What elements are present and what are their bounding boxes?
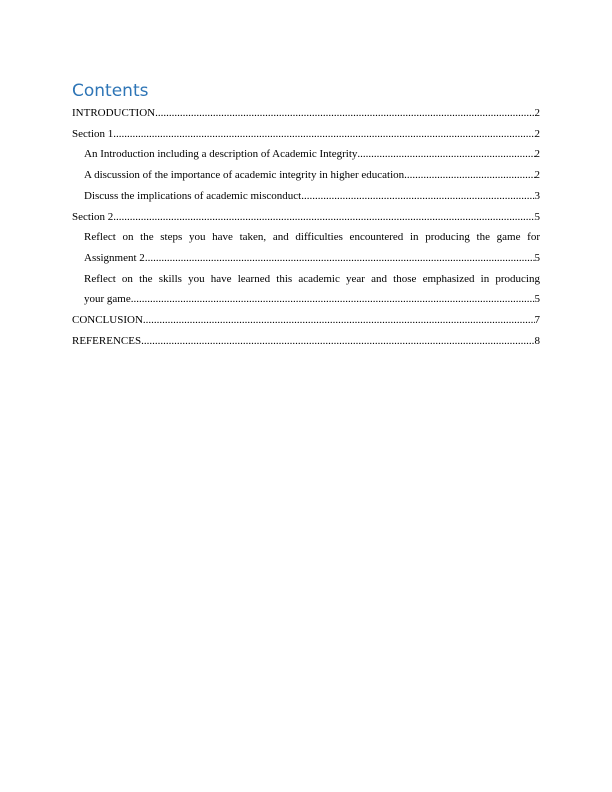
toc-entry-reflect-steps[interactable] [72,227,540,268]
toc-entry-integrity-importance[interactable] [72,165,540,186]
toc-entry-page: 2 [534,127,540,140]
toc-entry-title: Section 1 [72,127,114,140]
toc-entry-section-2[interactable] [72,207,540,228]
dot-leader [143,310,535,331]
toc-entry-title: Section 2 [72,210,114,223]
dot-leader [357,144,534,165]
toc-entry-page: 8 [534,334,540,347]
toc-entry-page: 2 [534,148,540,161]
toc-entry-title-line1: Reflect on the skills you have learned this academic year and those emphasized in producing [84,272,540,285]
dot-leader [113,207,534,228]
dot-leader [404,165,534,186]
dot-leader [301,186,534,207]
toc-entry-references[interactable] [72,331,540,352]
toc-entry-title: A discussion of the importance of academic integrity in higher education [84,169,405,182]
toc-heading: Contents [72,81,149,101]
toc-entry-conclusion[interactable] [72,310,540,331]
toc-entry-section-1[interactable] [72,124,540,145]
toc-entry-title: CONCLUSION [72,314,143,327]
toc-entry-title-line2: your game [84,293,131,306]
dot-leader [155,103,534,124]
dot-leader [113,124,534,145]
toc-entry-reflect-skills[interactable] [72,269,540,310]
toc-entry-title: An Introduction including a description of Academic Integrity [84,148,358,161]
toc-entry-introduction[interactable] [72,103,540,124]
dot-leader [145,248,535,269]
toc-entry-page: 5 [534,251,540,264]
toc-entry-page: 2 [534,169,540,182]
toc-entry-title-line2: Assignment 2 [84,251,145,264]
toc-entry-misconduct-implications[interactable] [72,186,540,207]
toc-entry-page: 5 [534,293,540,306]
dot-leader [141,331,534,352]
toc-entry-title: Discuss the implications of academic misconduct [84,189,302,202]
toc-entry-academic-integrity-intro[interactable] [72,144,540,165]
table-of-contents [72,80,540,351]
toc-entry-title: INTRODUCTION [72,107,156,119]
dot-leader [131,289,535,310]
toc-entry-page: 2 [534,107,540,119]
toc-entry-page: 5 [534,210,540,223]
toc-entry-title: REFERENCES [72,334,142,347]
toc-entry-page: 3 [534,189,540,202]
toc-entry-title-line1: Reflect on the steps you have taken, and difficulties encountered in producing the game for [84,231,540,244]
toc-entry-page: 7 [534,314,540,327]
